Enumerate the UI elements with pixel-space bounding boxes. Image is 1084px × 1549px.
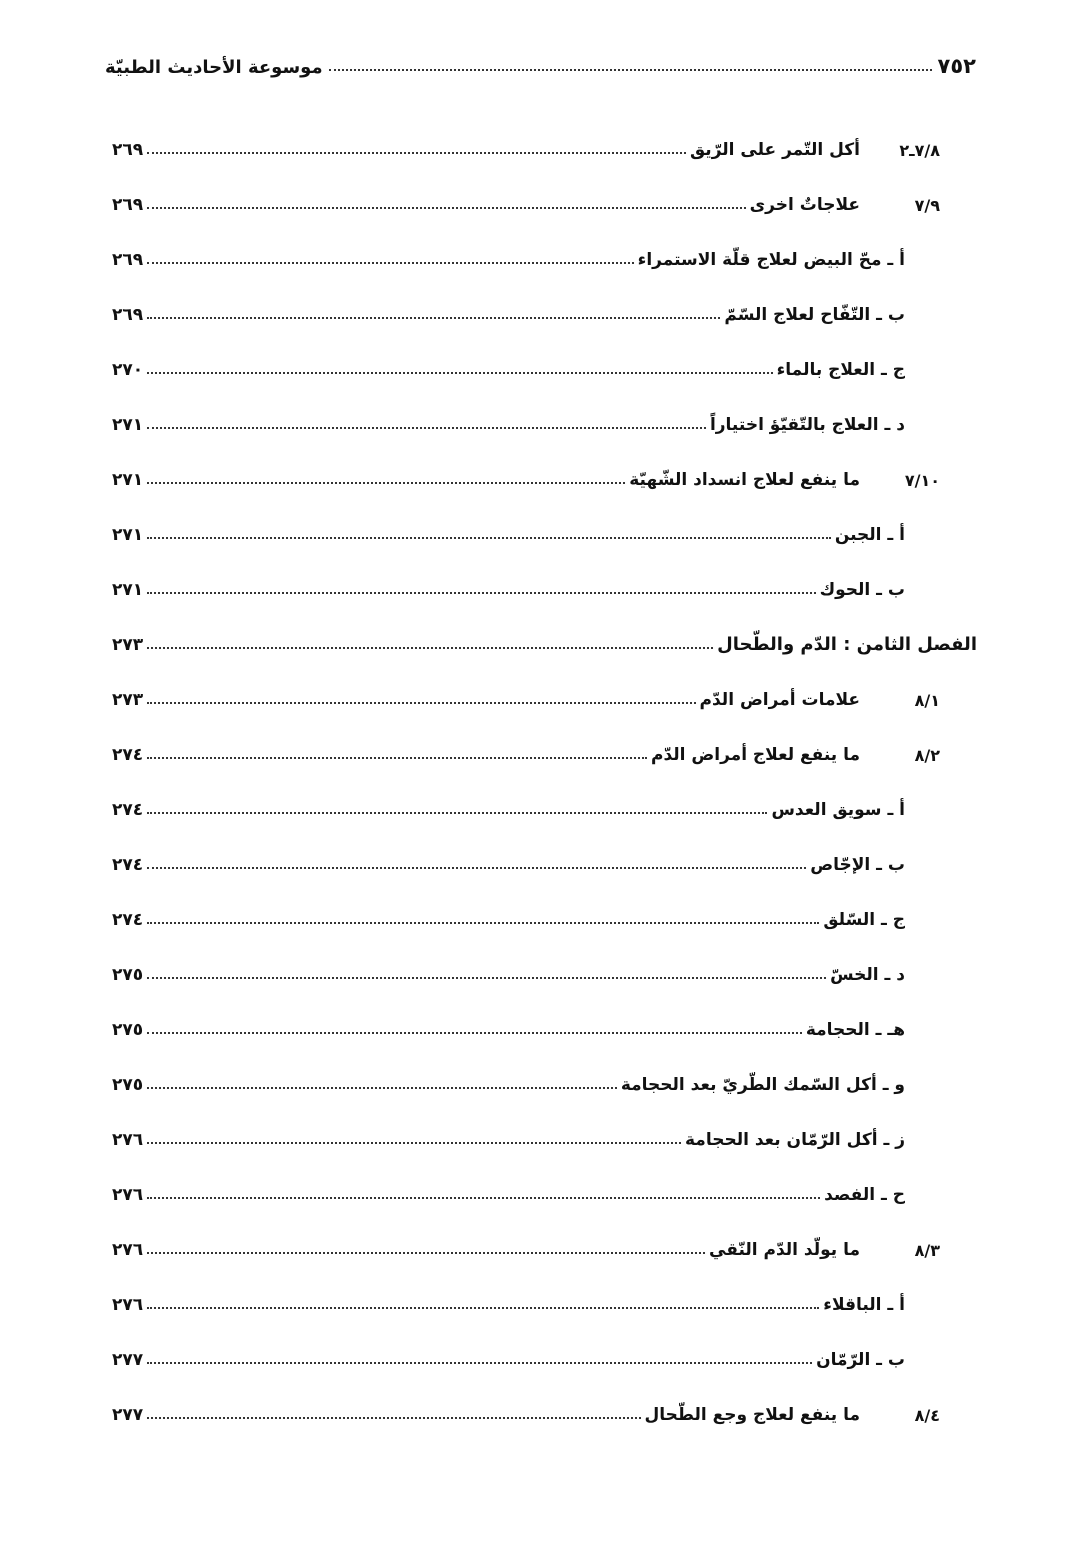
leader-dots	[147, 1252, 705, 1254]
leader-dots	[147, 977, 826, 979]
toc-entry-item	[112, 1338, 905, 1370]
entry-page-number: ٢٧٤	[112, 855, 144, 875]
entry-page-number: ٢٧٥	[112, 1075, 144, 1095]
leader-dots	[147, 702, 695, 704]
toc-entry-item	[112, 788, 905, 820]
toc-entry-item	[112, 1008, 905, 1040]
entry-title: أكل التّمر على الرّيق	[689, 140, 860, 160]
entry-page-number: ٢٧٦	[112, 1240, 144, 1260]
toc-entry-sub	[112, 128, 940, 160]
toc-entry-sub	[112, 1393, 940, 1425]
section-number: ٨/٤	[914, 1406, 940, 1425]
page-number: ٧٥٢	[937, 54, 976, 78]
toc-entry-item	[112, 1118, 905, 1150]
entry-page-number: ٢٧٧	[112, 1405, 144, 1425]
toc-entry-chapter	[112, 623, 977, 655]
leader-dots	[147, 317, 720, 319]
entry-title: هـ ـ الحجامة	[805, 1020, 905, 1040]
entry-page-number: ٢٧٤	[112, 745, 144, 765]
entry-title: ز ـ أكل الرّمّان بعد الحجامة	[684, 1130, 905, 1150]
entry-title: أ ـ الجبن	[834, 525, 905, 545]
toc-entry-sub	[112, 733, 940, 765]
entry-title: ب ـ الحوك	[819, 580, 905, 600]
entry-page-number: ٢٧٦	[112, 1130, 144, 1150]
entry-title: ما ينفع لعلاج انسداد الشّهيّة	[629, 470, 860, 490]
toc-entry-item	[112, 238, 905, 270]
entry-title: ب ـ الإجّاص	[810, 855, 905, 875]
entry-title: أ ـ الباقلاء	[823, 1295, 905, 1315]
entry-title: ما ينفع لعلاج أمراض الدّم	[650, 745, 860, 765]
entry-page-number: ٢٧٦	[112, 1185, 144, 1205]
leader-dots	[147, 372, 772, 374]
entry-title: د ـ العلاج بالتّقيّؤ اختياراً	[709, 415, 905, 435]
toc-entry-item	[112, 898, 905, 930]
entry-page-number: ٢٧٥	[112, 965, 144, 985]
leader-dots	[329, 69, 932, 71]
toc-entry-sub	[112, 1228, 940, 1260]
entry-page-number: ٢٧٤	[112, 800, 144, 820]
entry-page-number: ٢٧١	[112, 525, 144, 545]
leader-dots	[147, 482, 625, 484]
entry-page-number: ٢٧٥	[112, 1020, 144, 1040]
toc-entry-item	[112, 1063, 905, 1095]
leader-dots	[147, 262, 633, 264]
entry-title: ب ـ التّفّاح لعلاج السّمّ	[724, 305, 905, 325]
entry-title: ج ـ العلاج بالماء	[776, 360, 905, 380]
leader-dots	[147, 867, 806, 869]
section-number: ٨/٢	[914, 746, 940, 765]
entry-title: علامات أمراض الدّم	[699, 690, 860, 710]
section-number: ٧/٩	[914, 196, 940, 215]
entry-title: ح ـ الفصد	[824, 1185, 905, 1205]
entry-page-number: ٢٦٩	[112, 140, 144, 160]
leader-dots	[147, 812, 767, 814]
toc-entry-sub	[112, 678, 940, 710]
leader-dots	[147, 1087, 617, 1089]
entry-title: أ ـ سويق العدس	[771, 800, 905, 820]
leader-dots	[147, 207, 745, 209]
running-header	[105, 48, 976, 78]
toc-entry-item	[112, 403, 905, 435]
entry-page-number: ٢٦٩	[112, 195, 144, 215]
leader-dots	[147, 1197, 820, 1199]
entry-title: و ـ أكل السّمك الطّريّ بعد الحجامة	[620, 1075, 905, 1095]
leader-dots	[147, 152, 686, 154]
entry-page-number: ٢٧٣	[112, 635, 144, 655]
leader-dots	[147, 1417, 640, 1419]
entry-page-number: ٢٦٩	[112, 250, 144, 270]
entry-page-number: ٢٧٤	[112, 910, 144, 930]
toc-entry-item	[112, 568, 905, 600]
entry-page-number: ٢٧٧	[112, 1350, 144, 1370]
section-number: ٧/٨ـ٢	[899, 141, 940, 160]
entry-title: ج ـ السّلق	[823, 910, 905, 930]
entry-title: ما يولّد الدّم النّقي	[709, 1240, 860, 1260]
leader-dots	[147, 1142, 681, 1144]
section-number: ٨/٣	[914, 1241, 940, 1260]
section-number: ٧/١٠	[904, 471, 940, 490]
toc-entry-sub	[112, 458, 940, 490]
entry-page-number: ٢٧٣	[112, 690, 144, 710]
entry-page-number: ٢٧١	[112, 415, 144, 435]
leader-dots	[147, 592, 815, 594]
leader-dots	[147, 537, 831, 539]
toc-entry-item	[112, 348, 905, 380]
entry-page-number: ٢٧٦	[112, 1295, 144, 1315]
book-title: موسوعة الأحاديث الطبيّة	[105, 57, 323, 78]
toc-entry-item	[112, 1173, 905, 1205]
entry-title: ب ـ الرّمّان	[816, 1350, 905, 1370]
leader-dots	[147, 1362, 812, 1364]
toc-entry-sub	[112, 183, 940, 215]
entry-page-number: ٢٦٩	[112, 305, 144, 325]
entry-title: الفصل الثامن : الدّم والطّحال	[717, 634, 977, 655]
leader-dots	[147, 1307, 819, 1309]
toc-entry-item	[112, 513, 905, 545]
entry-title: د ـ الخسّ	[830, 965, 905, 985]
leader-dots	[147, 757, 647, 759]
section-number: ٨/١	[914, 691, 940, 710]
entry-page-number: ٢٧٠	[112, 360, 144, 380]
leader-dots	[147, 1032, 802, 1034]
toc-entry-item	[112, 293, 905, 325]
leader-dots	[147, 427, 706, 429]
leader-dots	[147, 647, 713, 649]
toc-entry-item	[112, 953, 905, 985]
entry-title: علاجاتٌ اخرى	[749, 195, 860, 215]
entry-title: أ ـ محّ البيض لعلاج قلّة الاستمراء	[637, 250, 905, 270]
entry-title: ما ينفع لعلاج وجع الطّحال	[644, 1405, 860, 1425]
entry-page-number: ٢٧١	[112, 470, 144, 490]
leader-dots	[147, 922, 819, 924]
entry-page-number: ٢٧١	[112, 580, 144, 600]
toc-entry-item	[112, 843, 905, 875]
toc-entry-item	[112, 1283, 905, 1315]
